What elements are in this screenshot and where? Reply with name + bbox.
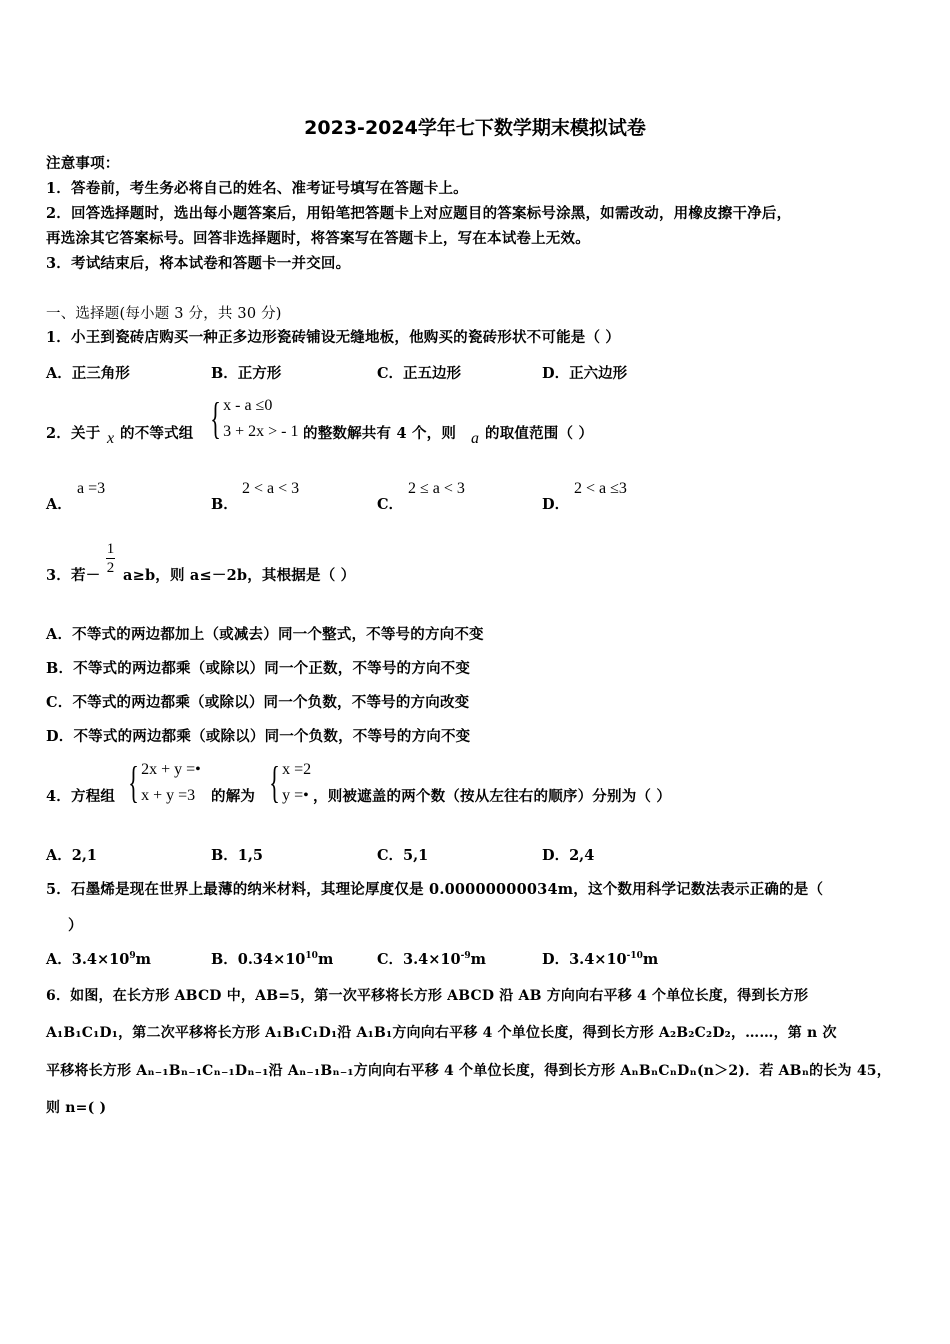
system-line-2: 3 + 2x > - 1 xyxy=(223,423,299,440)
q5-option-b-exponent: 10 xyxy=(305,951,318,962)
q1-option-c: C．正五边形 xyxy=(377,365,462,382)
notice-item: 3．考试结束后，将本试卷和答题卡一并交回。 xyxy=(46,255,351,272)
q5-option-b-unit: m xyxy=(317,951,334,968)
q5-option-c-exponent: -9 xyxy=(460,951,471,962)
q2-option-d: 2 < a ≤3 xyxy=(574,480,627,497)
q5-option-a xyxy=(46,948,151,969)
q1-option-d: D．正六边形 xyxy=(542,365,628,382)
question-6-line-4: 则 n=( ) xyxy=(46,1100,107,1116)
q2-option-a-label: A． xyxy=(46,496,72,513)
question-6-line-3: 平移将长方形 Aₙ₋₁Bₙ₋₁Cₙ₋₁Dₙ₋₁沿 Aₙ₋₁Bₙ₋₁方向向右平移 4 个单位长度，得到长方形 AₙBₙCₙDₙ(n＞2)．若 ABₙ的长为 45， xyxy=(46,1063,891,1079)
q5-option-b xyxy=(211,948,333,969)
question-6-line-1: 6．如图，在长方形 ABCD 中，AB=5，第一次平移将长方形 ABCD 沿 AB 方向向右平移 4 个单位长度，得到长方形 xyxy=(46,988,809,1004)
q5-option-c-unit: m xyxy=(470,951,486,968)
q2-option-c: 2 ≤ a < 3 xyxy=(408,480,465,497)
q4-option-a: A．2,1 xyxy=(46,847,97,864)
q5-option-d-unit: m xyxy=(642,951,659,968)
question-3-prefix: 3．若－ xyxy=(46,567,101,584)
question-4-mid: 的解为 xyxy=(211,788,256,805)
q3-option-c: C．不等式的两边都乘（或除以）同一个负数，不等号的方向改变 xyxy=(46,694,470,711)
q5-option-c xyxy=(377,948,486,969)
solution-line-2: y =• xyxy=(282,787,309,804)
question-3-post: a≥b，则 a≤－2b，其根据是（ ） xyxy=(123,567,356,584)
solution-system xyxy=(264,757,311,809)
question-4-prefix: 4．方程组 xyxy=(46,788,116,805)
variable-a: a xyxy=(471,430,479,447)
equation-system xyxy=(123,757,201,809)
q2-option-c-label: C． xyxy=(377,496,404,513)
solution-line-1: x =2 xyxy=(282,761,312,778)
q3-option-d: D．不等式的两边都乘（或除以）同一个负数，不等号的方向不变 xyxy=(46,728,471,745)
question-4-post: ，则被遮盖的两个数（按从左往右的顺序）分别为（ ） xyxy=(313,788,672,805)
q2-option-d-label: D． xyxy=(542,496,570,513)
variable-x: x xyxy=(107,430,115,447)
notice-item: 再选涂其它答案标号。回答非选择题时，将答案写在答题卡上，写在本试卷上无效。 xyxy=(46,230,590,247)
q2-option-a: a =3 xyxy=(77,480,106,497)
q4-option-b: B．1,5 xyxy=(211,847,263,864)
fraction-denominator: 2 xyxy=(106,560,115,576)
q5-option-d xyxy=(542,948,658,969)
question-2-post: 的整数解共有 4 个，则 xyxy=(303,425,457,442)
notice-item: 1．答卷前，考生务必将自己的姓名、准考证号填写在答题卡上。 xyxy=(46,180,468,197)
left-brace: { xyxy=(269,758,280,807)
q5-option-d-exponent: -10 xyxy=(626,951,643,962)
q5-option-d-base: D．3.4×10 xyxy=(542,951,627,968)
q4-option-c: C．5,1 xyxy=(377,847,429,864)
q2-option-b-label: B． xyxy=(211,496,238,513)
fraction-numerator: 1 xyxy=(106,541,115,557)
q5-option-a-exponent: 9 xyxy=(129,951,136,962)
question-1-stem: 1．小王到瓷砖店购买一种正多边形瓷砖铺设无缝地板，他购买的瓷砖形状不可能是（ ） xyxy=(46,329,621,346)
equation-line-2: x + y =3 xyxy=(141,787,196,804)
question-2-end: 的取值范围（ ） xyxy=(485,425,594,442)
q5-option-a-unit: m xyxy=(135,951,151,968)
q4-option-d: D．2,4 xyxy=(542,847,595,864)
q5-option-a-base: A．3.4×10 xyxy=(46,951,130,968)
q1-option-b: B．正方形 xyxy=(211,365,282,382)
question-2-prefix: 2．关于 xyxy=(46,425,101,442)
question-5-line-2: ） xyxy=(68,917,83,934)
equation-line-1: 2x + y =• xyxy=(141,761,201,778)
q3-option-b: B．不等式的两边都乘（或除以）同一个正数，不等号的方向不变 xyxy=(46,660,471,677)
q2-option-b: 2 < a < 3 xyxy=(242,480,300,497)
system-line-1: x - a ≤0 xyxy=(223,397,273,414)
notice-item: 2．回答选择题时，选出每小题答案后，用铅笔把答题卡上对应题目的答案标号涂黑，如需改动，用橡皮擦干净后， xyxy=(46,205,792,222)
left-brace: { xyxy=(128,758,139,807)
q1-option-a: A．正三角形 xyxy=(46,365,130,382)
notice-heading: 注意事项： xyxy=(46,155,120,172)
question-6-line-2: A₁B₁C₁D₁，第二次平移将长方形 A₁B₁C₁D₁沿 A₁B₁方向向右平移 4 个单位长度，得到长方形 A₂B₂C₂D₂，……，第 n 次 xyxy=(46,1025,837,1041)
q5-option-b-base: B．0.34×10 xyxy=(211,951,306,968)
inequality-system xyxy=(205,393,299,445)
section-heading: 一、选择题(每小题 3 分，共 30 分) xyxy=(46,306,282,322)
q3-option-a: A．不等式的两边都加上（或减去）同一个整式，不等号的方向不变 xyxy=(46,626,484,643)
q5-option-c-base: C．3.4×10 xyxy=(377,951,461,968)
left-brace: { xyxy=(210,394,221,443)
page-title: 2023-2024学年七下数学期末模拟试卷 xyxy=(304,117,646,139)
question-2-mid: 的不等式组 xyxy=(120,425,194,442)
fraction-one-half xyxy=(106,540,115,577)
question-5-line-1: 5．石墨烯是现在世界上最薄的纳米材料，其理论厚度仅是 0.00000000034m，这个数用科学记数法表示正确的是（ xyxy=(46,881,824,898)
